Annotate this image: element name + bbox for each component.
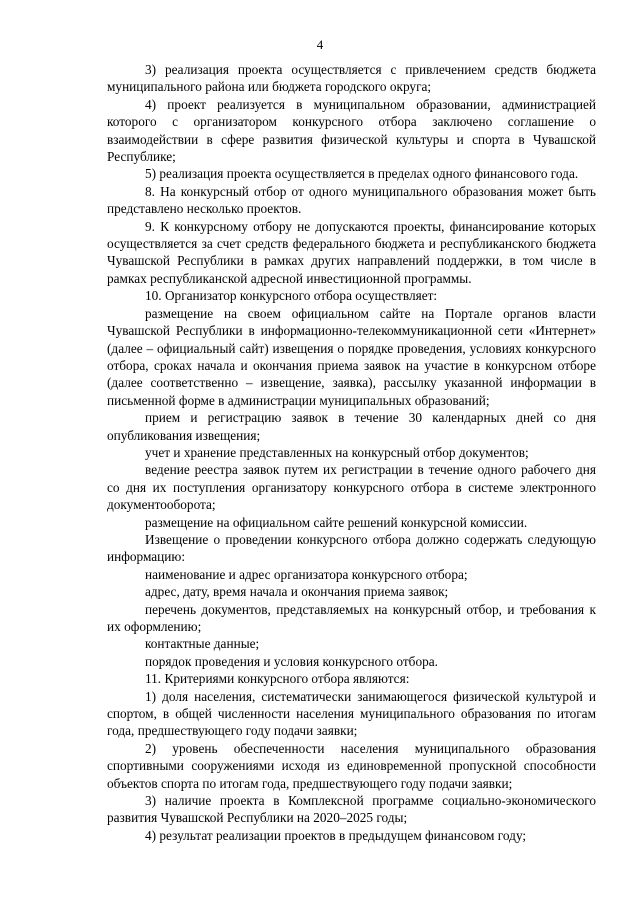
- paragraph: контактные данные;: [145, 636, 260, 652]
- paragraph: прием и регистрацию заявок в течение 30 календарных дней со дня опубликования извещения;: [107, 410, 596, 443]
- paragraph: 4) результат реализации проектов в предыдущем финансовом году;: [145, 827, 527, 843]
- page-number: 4: [316, 37, 324, 52]
- paragraph: 3) реализация проекта осуществляется с привлечением средств бюджета муниципального района или бюджета городского округа;: [107, 62, 596, 95]
- paragraph: Извещение о проведении конкурсного отбора должно содержать следующую информацию:: [107, 531, 596, 565]
- paragraph: 5) реализация проекта осуществляется в пределах одного финансового года.: [145, 166, 579, 182]
- paragraph: 11. Критериями конкурсного отбора являются:: [145, 671, 410, 687]
- paragraph: адрес, дату, время начала и окончания приема заявок;: [145, 584, 449, 600]
- paragraph: размещение на официальном сайте решений конкурсной комиссии.: [145, 514, 528, 530]
- paragraph: перечень документов, представляемых на конкурсный отбор, и требования к их оформлению;: [107, 601, 596, 634]
- paragraph: размещение на своем официальном сайте на Портале органов власти Чувашской Республики в информационно-телекоммуникационной сети «Интернет» (далее – официальный сайт) извещения о порядке проведения, условиях конкурсного отбора, сроках начала и окончания приема заявок на участие в конкурсном отборе (далее соответственно – извещение, заявка), рассылку указанной информации в письменной форме в администрации муниципальных образований;: [107, 305, 596, 408]
- paragraph: ведение реестра заявок путем их регистрации в течение одного рабочего дня со дня их поступления организатору конкурсного отбора в системе электронного документооборота;: [107, 462, 596, 513]
- paragraph: 10. Организатор конкурсного отбора осуществляет:: [145, 288, 438, 304]
- paragraph: 1) доля населения, систематически занимающегося физической культурой и спортом, в общей численности населения муниципального образования по итогам года, предшествующего году подачи заявки;: [107, 688, 596, 739]
- document-body: [107, 61, 596, 844]
- paragraph: 9. К конкурсному отбору не допускаются проекты, финансирование которых осуществляется за счет средств федерального бюджета и республиканского бюджета Чувашской Республики в рамках других направлений поддержки, в том числе в рамках республиканской адресной инвестиционной программы.: [107, 218, 596, 286]
- paragraph: 2) уровень обеспеченности населения муниципального образования спортивными сооружениями исходя из единовременной пропускной способности объектов спорта по итогам года, предшествующего году подачи заявки;: [107, 740, 596, 791]
- paragraph: 8. На конкурсный отбор от одного муниципального образования может быть представлено несколько проектов.: [107, 183, 596, 217]
- paragraph: 3) наличие проекта в Комплексной программе социально-экономического развития Чувашской Республики на 2020–2025 годы;: [107, 793, 596, 826]
- paragraph: учет и хранение представленных на конкурсный отбор документов;: [145, 444, 529, 460]
- paragraph: порядок проведения и условия конкурсного отбора.: [145, 653, 438, 669]
- paragraph: 4) проект реализуется в муниципальном образовании, администрацией которого с организатором конкурсного отбора заключено соглашение о взаимодействии в сфере развития физической культуры и спорта в Чувашской Республике;: [107, 96, 596, 165]
- paragraph: наименование и адрес организатора конкурсного отбора;: [145, 566, 468, 582]
